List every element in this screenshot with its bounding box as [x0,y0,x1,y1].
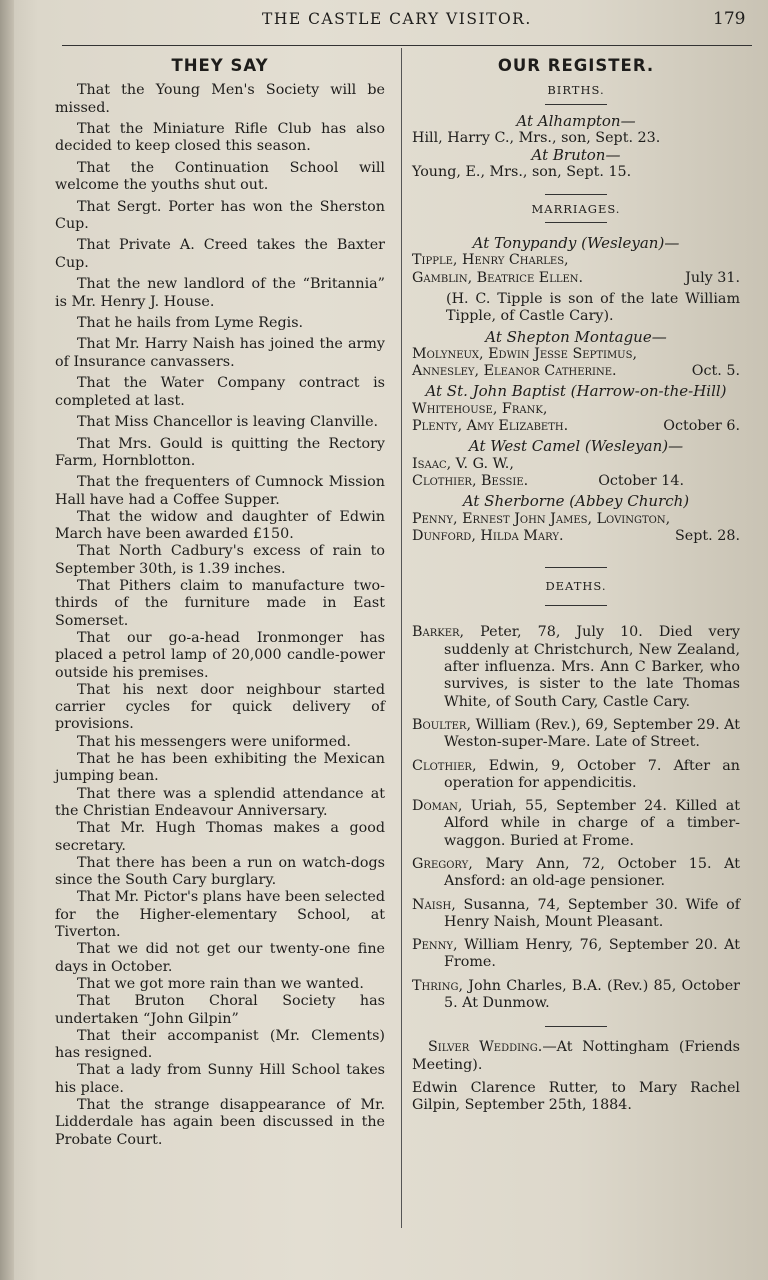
they-say-item: That we got more rain than we wanted. [77,975,364,992]
they-say-item: That he hails from Lyme Regis. [77,314,304,331]
register-title: OUR REGISTER. [497,56,655,75]
header-rule [62,45,752,46]
they-say-item: That the Miniature Rifle Club has also decided to keep closed this season. [55,121,385,155]
they-say-item: That his next door neighbour started carrier cycles for quick delivery of provisions. [55,681,385,733]
marriages-heading: MARRIAGES. [531,201,621,216]
silver-wedding-couple: Edwin Clarence Rutter, to Mary Rachel Gilpin, September 25th, 1884. [412,1079,740,1114]
death-entry [412,897,740,932]
they-say-item: That he has been exhibiting the Mexican jumping bean. [55,751,385,785]
they-say-item: That the widow and daughter of Edwin March have been awarded £150. [55,508,385,543]
silver-wedding-entry [412,1039,740,1074]
marriage-date: October 14. [598,472,684,489]
page-edge-shadow [0,0,14,1280]
marriage-bride: Clothier, Bessie. [412,472,529,489]
they-say-item: That there was a splendid attendance at the Christian Endeavour Anniversary. [55,785,385,819]
they-say-item: That Miss Chancellor is leaving Clanville. [77,414,379,431]
death-name: Naish, [412,896,456,913]
marriage-bride: Annesley, Eleanor Catherine. [412,363,617,380]
deaths-heading: DEATHS. [545,579,607,594]
marriage-bride: Plenty, Amy Elizabeth. [412,418,569,435]
death-name: Penny, [412,937,458,954]
they-say-item: That a lady from Sunny Hill School takes his place. [55,1062,385,1096]
death-name: Boulter, [412,716,472,733]
births-rule [545,104,607,105]
deaths-rule-bottom [545,605,607,606]
they-say-item: That Pithers claim to manufacture two-thirds of the furniture made in East Somerset. [55,578,385,629]
page-header [0,4,768,38]
death-entry [412,937,740,972]
marriage-groom: Isaac, V. G. W., [412,455,514,472]
marriage-date: July 31. [685,269,740,286]
they-say-item: That Mrs. Gould is quitting the Rectory Farm, Hornblotton. [55,435,385,469]
they-say-item: That Bruton Choral Society has undertaken “John Gilpin” [55,993,385,1027]
birth-place: At Alhampton— [516,111,636,130]
marriage-date: Oct. 5. [691,363,740,380]
death-name: Thring, [412,977,464,994]
silver-rule [545,1026,607,1027]
death-text: William Henry, 76, September 20. At Frome. [444,937,740,971]
they-say-item: That Private A. Creed takes the Baxter Cup. [55,237,385,271]
they-say-item: That there has been a run on watch-dogs since the South Cary burglary. [55,854,385,889]
marriage-place: At Shepton Montague— [485,327,667,346]
they-say-item: That the Continuation School will welcome the youths shut out. [55,159,385,194]
marriage-bride-row [412,418,740,435]
death-entry [412,758,740,793]
death-name: Clothier, [412,757,477,774]
marriage-bride-row [412,528,740,545]
marriage-place: At Sherborne (Abbey Church) [462,492,690,511]
marriage-groom: Penny, Ernest John James, Lovington, [412,510,671,527]
death-text: John Charles, B.A. (Rev.) 85, October 5. At Dunmow. [444,977,740,1012]
birth-place: At Bruton— [531,146,621,165]
death-entry [412,624,740,710]
births-heading: BIRTHS. [547,83,605,98]
silver-wedding-text: —At Nottingham (Friends Meeting). [412,1039,740,1073]
register-column [412,55,740,1121]
they-say-item: That Sergt. Porter has won the Sherston Cup. [55,198,385,232]
death-text: Uriah, 55, September 24. Killed at Alford while in charge of a timber-waggon. Buried at Frome. [444,798,740,849]
death-text: Mary Ann, 72, October 15. At Ansford: an old-age pensioner. [444,855,740,890]
they-say-item: That North Cadbury's excess of rain to September 30th, is 1.39 inches. [55,543,385,577]
marriage-bride-row [412,270,740,287]
they-say-item: That the new landlord of the “Britannia” is Mr. Henry J. House. [55,276,385,310]
death-text: William (Rev.), 69, September 29. At Weston-super-Mare. Late of Street. [444,716,740,751]
marriage-groom: Whitehouse, Frank, [412,400,548,417]
marriage-bride-row [412,363,740,380]
birth-entry: Hill, Harry C., Mrs., son, Sept. 23. [412,129,661,146]
death-name: Gregory, [412,855,473,872]
they-say-column [55,55,385,1149]
marriage-place: At West Camel (Wesleyan)— [468,437,684,456]
silver-wedding-label: Silver Wedding. [428,1039,543,1056]
marriage-place: At St. John Baptist (Harrow-on-the-Hill) [425,382,727,401]
death-text: Edwin, 9, October 7. After an operation for appendicitis. [444,757,740,791]
they-say-item: That we did not get our twenty-one fine days in October. [55,941,385,975]
death-text: Susanna, 74, September 30. Wife of Henry Naish, Mount Pleasant. [444,896,740,930]
death-text: Peter, 78, July 10. Died very suddenly at Christchurch, New Zealand, after influenza. Mrs. Ann C Barker, who survives, is sister to the late Thomas White, of South Cary, Castle Cary. [444,624,740,710]
death-name: Barker, [412,624,465,641]
marriage-bride: Dunford, Hilda Mary. [412,527,564,544]
marriage-note: (H. C. Tipple is son of the late William Tipple, of Castle Cary). [446,290,740,325]
they-say-item: That Mr. Harry Naish has joined the army of Insurance canvassers. [55,336,385,370]
marriage-groom: Molyneux, Edwin Jesse Septimus, [412,345,638,362]
death-entry [412,798,740,850]
marriages-rule-top [545,194,607,195]
they-say-item: That his messengers were uniformed. [77,733,351,750]
they-say-item: That Mr. Pictor's plans have been selected for the Higher-elementary School, at Tiverton. [55,889,385,941]
marriages-rule-bottom [545,222,607,223]
they-say-item: That the Water Company contract is completed at last. [55,375,385,409]
column-divider [401,48,402,1228]
page-number: 179 [713,9,746,29]
they-say-item: That the strange disappearance of Mr. Lidderdale has again been discussed in the Probate Court. [55,1096,385,1148]
they-say-item: That our go-a-head Ironmonger has placed a petrol lamp of 20,000 candle-power outside his premises. [55,629,385,681]
running-title: THE CASTLE CARY VISITOR. [262,10,532,28]
they-say-item: That the Young Men's Society will be missed. [55,82,385,116]
death-name: Doman, [412,798,463,815]
they-say-item: That their accompanist (Mr. Clements) has resigned. [55,1027,385,1062]
they-say-item: That Mr. Hugh Thomas makes a good secretary. [55,820,385,854]
marriage-place: At Tonypandy (Wesleyan)— [472,234,680,253]
marriage-bride-row [412,473,684,490]
death-entry [412,717,740,752]
death-entry [412,856,740,891]
marriage-date: October 6. [663,418,740,435]
marriage-bride: Gamblin, Beatrice Ellen. [412,269,584,286]
marriage-groom: Tipple, Henry Charles, [412,252,569,269]
marriage-date: Sept. 28. [675,527,740,544]
birth-entry: Young, E., Mrs., son, Sept. 15. [412,164,632,181]
deaths-rule-top [545,567,607,568]
they-say-item: That the frequenters of Cumnock Mission Hall have had a Coffee Supper. [55,474,385,508]
death-entry [412,978,740,1013]
they-say-title: THEY SAY [171,56,269,75]
